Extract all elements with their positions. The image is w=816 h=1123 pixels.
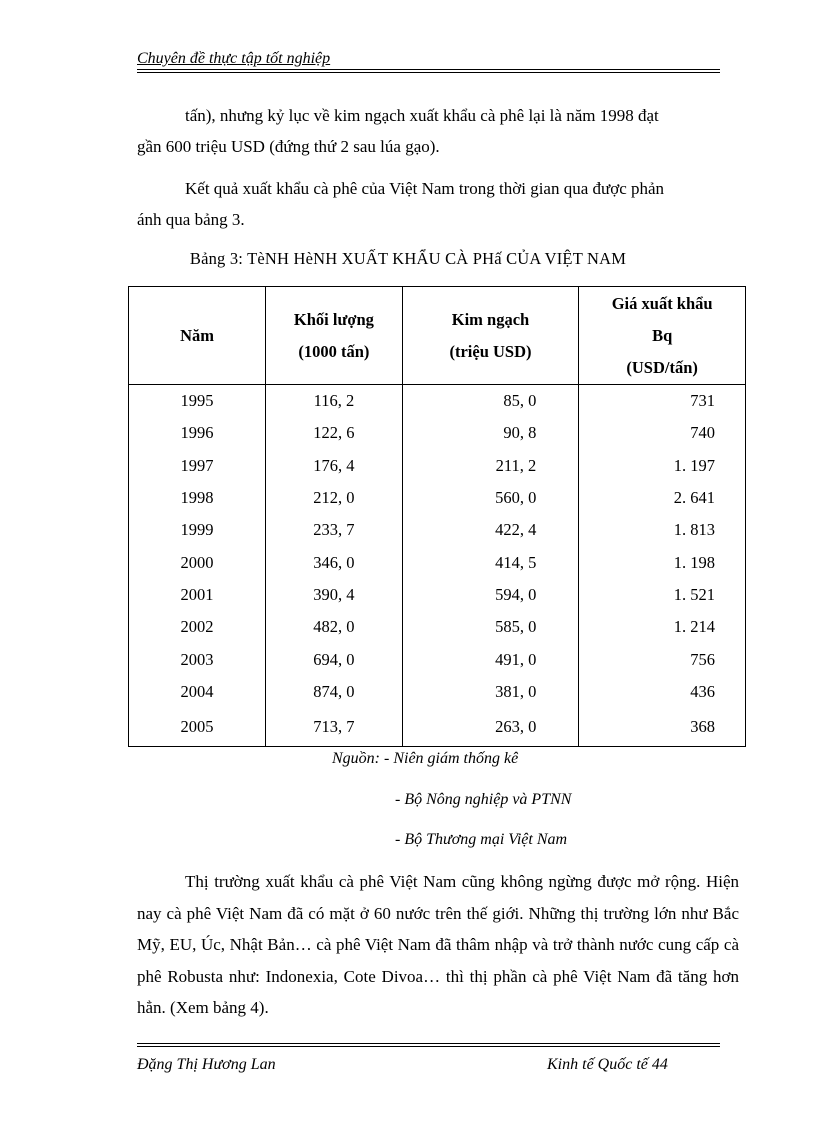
- header-price: Giá xuất khẩu Bq (USD/tấn): [579, 287, 746, 385]
- cell-price: 756: [579, 643, 746, 675]
- cell-price: 740: [579, 417, 746, 449]
- cell-value: 263, 0: [402, 708, 579, 747]
- cell-volume: 874, 0: [266, 676, 403, 708]
- cell-value: 414, 5: [402, 546, 579, 578]
- cell-value: 211, 2: [402, 450, 579, 482]
- cell-year: 1997: [129, 450, 266, 482]
- cell-value: 491, 0: [402, 643, 579, 675]
- cell-price: 368: [579, 708, 746, 747]
- cell-value: 90, 8: [402, 417, 579, 449]
- cell-volume: 233, 7: [266, 514, 403, 546]
- cell-year: 2000: [129, 546, 266, 578]
- paragraph-1-line-2: gần 600 triệu USD (đứng thứ 2 sau lúa gạo).: [137, 137, 440, 156]
- cell-volume: 390, 4: [266, 579, 403, 611]
- source-line-3: - Bộ Thương mại Việt Nam: [395, 831, 568, 848]
- cell-price: 1. 197: [579, 450, 746, 482]
- header-value: Kim ngạch (triệu USD): [402, 287, 579, 385]
- cell-year: 2005: [129, 708, 266, 747]
- cell-value: 422, 4: [402, 514, 579, 546]
- cell-price: 436: [579, 676, 746, 708]
- cell-year: 2004: [129, 676, 266, 708]
- cell-year: 1995: [129, 385, 266, 418]
- source-line-2: - Bộ Nông nghiệp và PTNN: [395, 791, 572, 808]
- cell-price: 1. 813: [579, 514, 746, 546]
- table-title: Bảng 3: TèNH HèNH XUẤT KHẨU CÀ PHấ CỦA VIỆT NAM: [189, 249, 627, 268]
- footer-rule-top: [137, 1043, 720, 1044]
- header-volume: Khối lượng (1000 tấn): [266, 287, 403, 385]
- cell-value: 594, 0: [402, 579, 579, 611]
- cell-year: 1996: [129, 417, 266, 449]
- cell-price: 1. 198: [579, 546, 746, 578]
- cell-volume: 694, 0: [266, 643, 403, 675]
- cell-price: 1. 214: [579, 611, 746, 643]
- table-row: [129, 450, 746, 482]
- cell-year: 1999: [129, 514, 266, 546]
- cell-volume: 116, 2: [266, 385, 403, 418]
- table-row: [129, 417, 746, 449]
- table-row: [129, 546, 746, 578]
- table-row: [129, 514, 746, 546]
- cell-price: 2. 641: [579, 482, 746, 514]
- cell-volume: 176, 4: [266, 450, 403, 482]
- paragraph-1-line-1: tấn), nhưng kỷ lục về kim ngạch xuất khẩu cà phê lại là năm 1998 đạt: [185, 106, 659, 125]
- paragraph-2-line-2: ánh qua bảng 3.: [137, 210, 245, 229]
- footer-author: Đặng Thị Hương Lan: [137, 1056, 276, 1073]
- cell-value: 585, 0: [402, 611, 579, 643]
- table-row: [129, 579, 746, 611]
- table-row: [129, 708, 746, 747]
- paragraph-3: [137, 866, 739, 1024]
- cell-value: 85, 0: [402, 385, 579, 418]
- paragraph-3-text: Thị trường xuất khẩu cà phê Việt Nam cũng không ngừng được mở rộng. Hiện nay cà phê Việt Nam đã có mặt ở 60 nước trên thế giới. Những thị trường lớn như Bắc Mỹ, EU, Úc, Nhật Bản… cà phê Việt Nam đã thâm nhập và trở thành nước cung cấp cà phê Robusta như: Indonexia, Cote Divoa… thì thị phần cà phê Việt Nam đã tăng hơn hẳn. (Xem bảng 4).: [137, 872, 739, 1017]
- cell-year: 2001: [129, 579, 266, 611]
- cell-volume: 346, 0: [266, 546, 403, 578]
- paragraph-1: [137, 100, 739, 162]
- table-row: [129, 643, 746, 675]
- cell-year: 1998: [129, 482, 266, 514]
- table-row: [129, 482, 746, 514]
- table-header-row: [129, 287, 746, 385]
- page-header-title: Chuyên đề thực tập tốt nghiệp: [137, 50, 331, 67]
- table-row: [129, 611, 746, 643]
- cell-value: 560, 0: [402, 482, 579, 514]
- cell-volume: 212, 0: [266, 482, 403, 514]
- table-row: [129, 385, 746, 418]
- header-year: Năm: [129, 287, 266, 385]
- cell-volume: 713, 7: [266, 708, 403, 747]
- source-line-1: Nguồn: - Niên giám thống kê: [332, 750, 519, 767]
- footer-class: Kinh tế Quốc tế 44: [547, 1056, 668, 1073]
- paragraph-2: [137, 173, 739, 235]
- footer-rule-bottom: [137, 1046, 720, 1047]
- cell-value: 381, 0: [402, 676, 579, 708]
- paragraph-2-line-1: Kết quả xuất khẩu cà phê của Việt Nam trong thời gian qua được phản: [185, 179, 665, 198]
- header-rule-bottom: [137, 72, 720, 73]
- cell-volume: 122, 6: [266, 417, 403, 449]
- cell-price: 1. 521: [579, 579, 746, 611]
- export-table: [128, 286, 746, 747]
- table-row: [129, 676, 746, 708]
- cell-year: 2002: [129, 611, 266, 643]
- cell-price: 731: [579, 385, 746, 418]
- header-rule-top: [137, 69, 720, 70]
- cell-volume: 482, 0: [266, 611, 403, 643]
- cell-year: 2003: [129, 643, 266, 675]
